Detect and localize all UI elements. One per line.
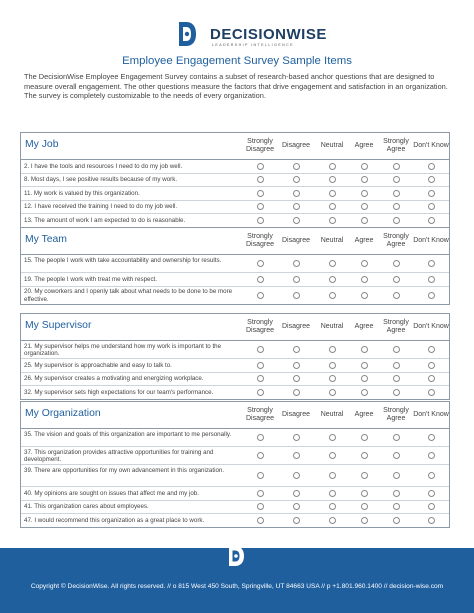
response-radio[interactable] — [257, 362, 264, 369]
response-radio[interactable] — [329, 434, 336, 441]
response-radio[interactable] — [329, 472, 336, 479]
response-radio[interactable] — [428, 452, 435, 459]
response-radio[interactable] — [257, 176, 264, 183]
scale-header: Agree — [354, 323, 374, 330]
response-radio[interactable] — [257, 517, 264, 524]
question-row — [21, 501, 449, 515]
response-radio[interactable] — [293, 517, 300, 524]
response-radio[interactable] — [428, 375, 435, 382]
response-radio[interactable] — [361, 503, 368, 510]
footer — [0, 548, 474, 613]
response-radio[interactable] — [428, 434, 435, 441]
question-row — [21, 273, 449, 287]
response-radio[interactable] — [293, 276, 300, 283]
response-radio[interactable] — [293, 203, 300, 210]
question-text: 26. My supervisor creates a motivating and energizing workplace. — [24, 375, 204, 382]
section-header — [21, 133, 449, 160]
response-radio[interactable] — [293, 375, 300, 382]
response-radio[interactable] — [361, 292, 368, 299]
response-radio[interactable] — [257, 292, 264, 299]
question-row — [21, 514, 449, 527]
scale-header: Disagree — [281, 237, 310, 244]
response-radio[interactable] — [361, 176, 368, 183]
question-text: 39. There are opportunities for my own advancement in this organization. — [24, 466, 225, 474]
scale-header: Agree — [354, 142, 374, 149]
scale-header: Disagree — [281, 142, 310, 149]
response-radio[interactable] — [393, 276, 400, 283]
response-radio[interactable] — [361, 362, 368, 369]
question-text: 21. My supervisor helps me understand how my work is important to the organization. — [24, 342, 222, 358]
response-radio[interactable] — [393, 434, 400, 441]
response-radio[interactable] — [393, 176, 400, 183]
scale-header: Neutral — [320, 323, 344, 330]
scale-header: Don't Know — [413, 142, 449, 149]
response-radio[interactable] — [329, 260, 336, 267]
response-radio[interactable] — [293, 490, 300, 497]
survey-section — [20, 313, 450, 400]
response-radio[interactable] — [361, 472, 368, 479]
response-radio[interactable] — [257, 203, 264, 210]
question-row — [21, 201, 449, 215]
question-text: 32. My supervisor sets high expectations for our team's performance. — [24, 388, 214, 396]
response-radio[interactable] — [257, 490, 264, 497]
response-radio[interactable] — [361, 217, 368, 224]
question-text: 15. The people I work with take accountability and ownership for results. — [24, 256, 222, 264]
question-text: 47. I would recommend this organization as a great place to work. — [24, 516, 205, 524]
response-radio[interactable] — [361, 375, 368, 382]
scale-header: Strongly Agree — [383, 138, 409, 153]
response-radio[interactable] — [361, 276, 368, 283]
response-radio[interactable] — [329, 163, 336, 170]
question-row — [21, 487, 449, 501]
response-radio[interactable] — [257, 375, 264, 382]
response-radio[interactable] — [393, 260, 400, 267]
response-radio[interactable] — [293, 452, 300, 459]
response-radio[interactable] — [428, 292, 435, 299]
response-radio[interactable] — [293, 176, 300, 183]
response-radio[interactable] — [257, 260, 264, 267]
question-text: 20. My coworkers and I openly talk about what needs to be done to be more effective. — [24, 288, 233, 303]
response-radio[interactable] — [393, 389, 400, 396]
response-radio[interactable] — [393, 292, 400, 299]
question-text: 35. The vision and goals of this organization are important to me personally. — [24, 430, 232, 438]
scale-header: Neutral — [320, 142, 344, 149]
response-radio[interactable] — [428, 346, 435, 353]
response-radio[interactable] — [393, 190, 400, 197]
response-radio[interactable] — [361, 346, 368, 353]
response-radio[interactable] — [361, 452, 368, 459]
question-text: 40. My opinions are sought on issues that affect me and my job. — [24, 489, 199, 497]
survey-section — [20, 227, 450, 305]
scale-header: Neutral — [320, 411, 344, 418]
question-text: 2. I have the tools and resources I need to do my job well. — [24, 162, 183, 170]
response-radio[interactable] — [329, 452, 336, 459]
question-row — [21, 429, 449, 447]
scale-header: Disagree — [281, 411, 310, 418]
response-radio[interactable] — [293, 472, 300, 479]
question-text: 19. The people I work with treat me with respect. — [24, 275, 157, 283]
question-row — [21, 255, 449, 273]
section-title: My Organization — [25, 408, 101, 419]
response-radio[interactable] — [293, 260, 300, 267]
response-radio[interactable] — [393, 362, 400, 369]
response-radio[interactable] — [257, 389, 264, 396]
response-radio[interactable] — [257, 452, 264, 459]
question-row — [21, 174, 449, 188]
question-row — [21, 359, 449, 373]
scale-header: Strongly Disagree — [245, 319, 274, 334]
question-row — [21, 447, 449, 465]
response-radio[interactable] — [428, 217, 435, 224]
response-radio[interactable] — [428, 176, 435, 183]
response-radio[interactable] — [393, 163, 400, 170]
section-title: My Job — [25, 139, 59, 150]
response-radio[interactable] — [428, 517, 435, 524]
response-radio[interactable] — [329, 346, 336, 353]
survey-section — [20, 401, 450, 528]
response-radio[interactable] — [428, 276, 435, 283]
question-row — [21, 386, 449, 399]
page-title: Employee Engagement Survey Sample Items — [122, 55, 352, 67]
scale-header: Agree — [354, 237, 374, 244]
response-radio[interactable] — [329, 276, 336, 283]
scale-header: Strongly Disagree — [245, 407, 274, 422]
scale-header: Strongly Disagree — [245, 233, 274, 248]
response-radio[interactable] — [257, 472, 264, 479]
response-radio[interactable] — [257, 503, 264, 510]
response-radio[interactable] — [257, 217, 264, 224]
response-radio[interactable] — [361, 517, 368, 524]
response-radio[interactable] — [428, 362, 435, 369]
scale-header: Strongly Agree — [383, 407, 409, 422]
footer-logo-icon — [228, 546, 244, 566]
question-text: 12. I have received the training I need to do my job well. — [24, 203, 178, 210]
section-header — [21, 228, 449, 255]
section-header — [21, 402, 449, 429]
scale-header: Neutral — [320, 237, 344, 244]
response-radio[interactable] — [293, 434, 300, 441]
scale-header: Agree — [354, 411, 374, 418]
question-row — [21, 341, 449, 359]
response-radio[interactable] — [293, 346, 300, 353]
section-header — [21, 314, 449, 341]
response-radio[interactable] — [329, 503, 336, 510]
response-radio[interactable] — [329, 203, 336, 210]
response-radio[interactable] — [329, 190, 336, 197]
question-text: 8. Most days, I see positive results because of my work. — [24, 176, 178, 183]
response-radio[interactable] — [428, 389, 435, 396]
response-radio[interactable] — [428, 190, 435, 197]
section-title: My Team — [25, 234, 67, 245]
response-radio[interactable] — [329, 389, 336, 396]
response-radio[interactable] — [361, 434, 368, 441]
response-radio[interactable] — [428, 490, 435, 497]
response-radio[interactable] — [428, 260, 435, 267]
scale-header: Strongly Agree — [383, 233, 409, 248]
question-text: 41. This organization cares about employees. — [24, 503, 149, 510]
question-row — [21, 373, 449, 387]
response-radio[interactable] — [329, 490, 336, 497]
scale-header: Don't Know — [413, 411, 449, 418]
intro-paragraph: The DecisionWise Employee Engagement Survey contains a subset of research-based anchor questions that are designed to measure overall engagement. The other questions measure the factors that drive engagement and satisfaction in an organization. The survey is completely customizable to the needs of every organization. — [24, 72, 448, 101]
response-radio[interactable] — [329, 362, 336, 369]
question-text: 13. The amount of work I am expected to do is reasonable. — [24, 216, 186, 224]
scale-header: Don't Know — [413, 237, 449, 244]
response-radio[interactable] — [393, 517, 400, 524]
survey-section — [20, 132, 450, 228]
header-logo — [0, 8, 474, 46]
response-radio[interactable] — [393, 375, 400, 382]
response-radio[interactable] — [329, 375, 336, 382]
response-radio[interactable] — [393, 452, 400, 459]
response-radio[interactable] — [393, 203, 400, 210]
scale-header: Strongly Disagree — [245, 138, 274, 153]
logo-wordmark: DECISIONWISE — [210, 26, 327, 43]
response-radio[interactable] — [257, 276, 264, 283]
response-radio[interactable] — [393, 472, 400, 479]
response-radio[interactable] — [293, 190, 300, 197]
response-radio[interactable] — [329, 517, 336, 524]
response-radio[interactable] — [393, 503, 400, 510]
footer-copyright: Copyright © DecisionWise. All rights reserved. // o 815 West 450 South, Springville, UT 84663 USA // p +1.801.960.1400 // decision-wise.com — [30, 583, 444, 590]
response-radio[interactable] — [361, 260, 368, 267]
response-radio[interactable] — [293, 362, 300, 369]
response-radio[interactable] — [257, 190, 264, 197]
response-radio[interactable] — [293, 292, 300, 299]
response-radio[interactable] — [293, 163, 300, 170]
response-radio[interactable] — [257, 434, 264, 441]
response-radio[interactable] — [361, 190, 368, 197]
question-text: 25. My supervisor is approachable and easy to talk to. — [24, 361, 172, 369]
response-radio[interactable] — [428, 503, 435, 510]
question-row — [21, 214, 449, 227]
response-radio[interactable] — [329, 217, 336, 224]
response-radio[interactable] — [393, 346, 400, 353]
section-title: My Supervisor — [25, 320, 92, 331]
scale-header: Don't Know — [413, 323, 449, 330]
logo-tagline: LEADERSHIP INTELLIGENCE — [212, 43, 294, 47]
scale-header: Disagree — [281, 323, 310, 330]
response-radio[interactable] — [361, 203, 368, 210]
scale-header: Strongly Agree — [383, 319, 409, 334]
response-radio[interactable] — [428, 163, 435, 170]
response-radio[interactable] — [257, 346, 264, 353]
response-radio[interactable] — [329, 176, 336, 183]
response-radio[interactable] — [361, 389, 368, 396]
response-radio[interactable] — [257, 163, 264, 170]
question-text: 37. This organization provides attractive opportunities for training and development. — [24, 448, 214, 464]
response-radio[interactable] — [361, 490, 368, 497]
question-row — [21, 287, 449, 304]
question-text: 11. My work is valued by this organization. — [24, 189, 140, 197]
response-radio[interactable] — [293, 503, 300, 510]
question-row — [21, 187, 449, 201]
response-radio[interactable] — [428, 472, 435, 479]
decisionwise-logo-icon — [178, 22, 196, 46]
response-radio[interactable] — [293, 389, 300, 396]
response-radio[interactable] — [293, 217, 300, 224]
response-radio[interactable] — [361, 163, 368, 170]
response-radio[interactable] — [428, 203, 435, 210]
question-row — [21, 160, 449, 174]
response-radio[interactable] — [393, 217, 400, 224]
response-radio[interactable] — [393, 490, 400, 497]
question-row — [21, 465, 449, 487]
response-radio[interactable] — [329, 292, 336, 299]
